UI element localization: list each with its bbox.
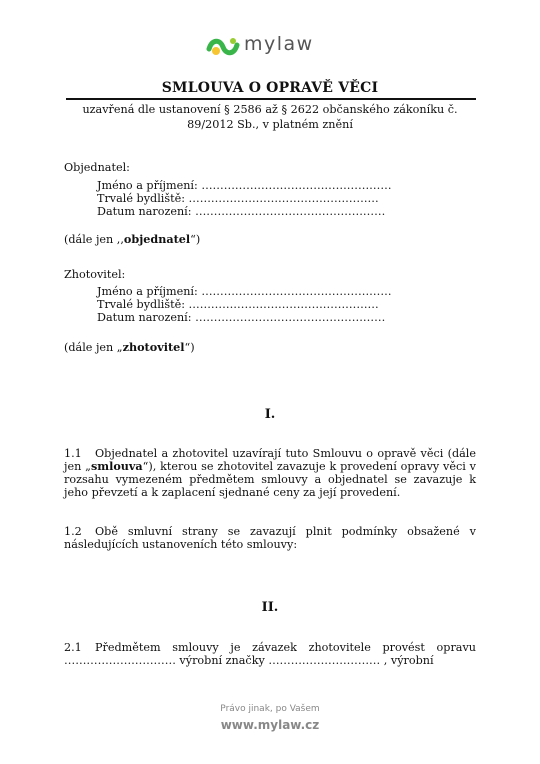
party2-alias xyxy=(64,341,195,354)
party1-alias-pre: (dále jen ,, xyxy=(64,233,124,246)
title-divider xyxy=(66,98,476,100)
clause-1-1-text-a: Objednatel a zhotovitel uzavírají tuto Smlouvu o opravě věci (dále jen „ xyxy=(64,447,476,473)
party2-alias-term: zhotovitel xyxy=(122,340,185,354)
party1-name-field: Jméno a příjmení: …………………………………………… xyxy=(97,179,392,192)
party1-alias-term: objednatel xyxy=(123,232,191,246)
party1-address-field: Trvalé bydliště: …………………………………………… xyxy=(97,192,379,205)
clause-1-2-text: Obě smluvní strany se zavazují plnit podmínky obsažené v následujících ustanoveních této smlouvy: xyxy=(64,525,476,551)
party2-alias-post: “) xyxy=(184,341,195,354)
clause-1-1 xyxy=(64,447,476,499)
party1-alias-post: “) xyxy=(190,233,201,246)
party2-address-field: Trvalé bydliště: …………………………………………… xyxy=(97,298,379,311)
clause-1-1-term: smlouva xyxy=(90,459,143,473)
party1-birth-field: Datum narození: …………………………………………… xyxy=(97,205,386,218)
clause-2-1-text: Předmětem smlouvy je závazek zhotovitele provést opravu ………………………… výrobní značky ………………………… , výrobní xyxy=(64,641,476,667)
document-subtitle xyxy=(60,102,480,132)
party2-birth-field: Datum narození: …………………………………………… xyxy=(97,311,386,324)
clause-1-1-number: 1.1 xyxy=(64,447,82,460)
clause-2-1-number: 2.1 xyxy=(64,641,82,654)
subtitle-line-1: uzavřená dle ustanovení § 2586 až § 2622 občanského zákoníku č. xyxy=(82,103,458,116)
party1-label: Objednatel: xyxy=(64,161,130,174)
party1-alias xyxy=(64,233,200,246)
section-1-heading: I. xyxy=(264,407,276,422)
clause-2-1 xyxy=(64,641,476,667)
subtitle-line-2: 89/2012 Sb., v platném znění xyxy=(187,118,353,131)
logo-wordmark: mylaw xyxy=(244,33,314,55)
party2-label: Zhotovitel: xyxy=(64,268,126,281)
clause-1-2-number: 1.2 xyxy=(64,525,82,538)
document-title: SMLOUVA O OPRAVĚ VĚCI xyxy=(161,80,379,96)
clause-1-1-text-b: “), kterou se zhotovitel zavazuje k provedení opravy věci v rozsahu vymezeném předmětem smlouvy a objednatel se zavazuje k jeho převzetí a k zaplacení sjednané ceny za její provedení. xyxy=(64,460,476,499)
section-2-heading: II. xyxy=(261,600,279,615)
footer-url[interactable]: www.mylaw.cz xyxy=(220,718,320,732)
footer-tagline: Právo jinak, po Vašem xyxy=(220,704,320,714)
clause-1-2 xyxy=(64,525,476,551)
party2-name-field: Jméno a příjmení: …………………………………………… xyxy=(97,285,392,298)
party2-alias-pre: (dále jen „ xyxy=(64,341,123,354)
